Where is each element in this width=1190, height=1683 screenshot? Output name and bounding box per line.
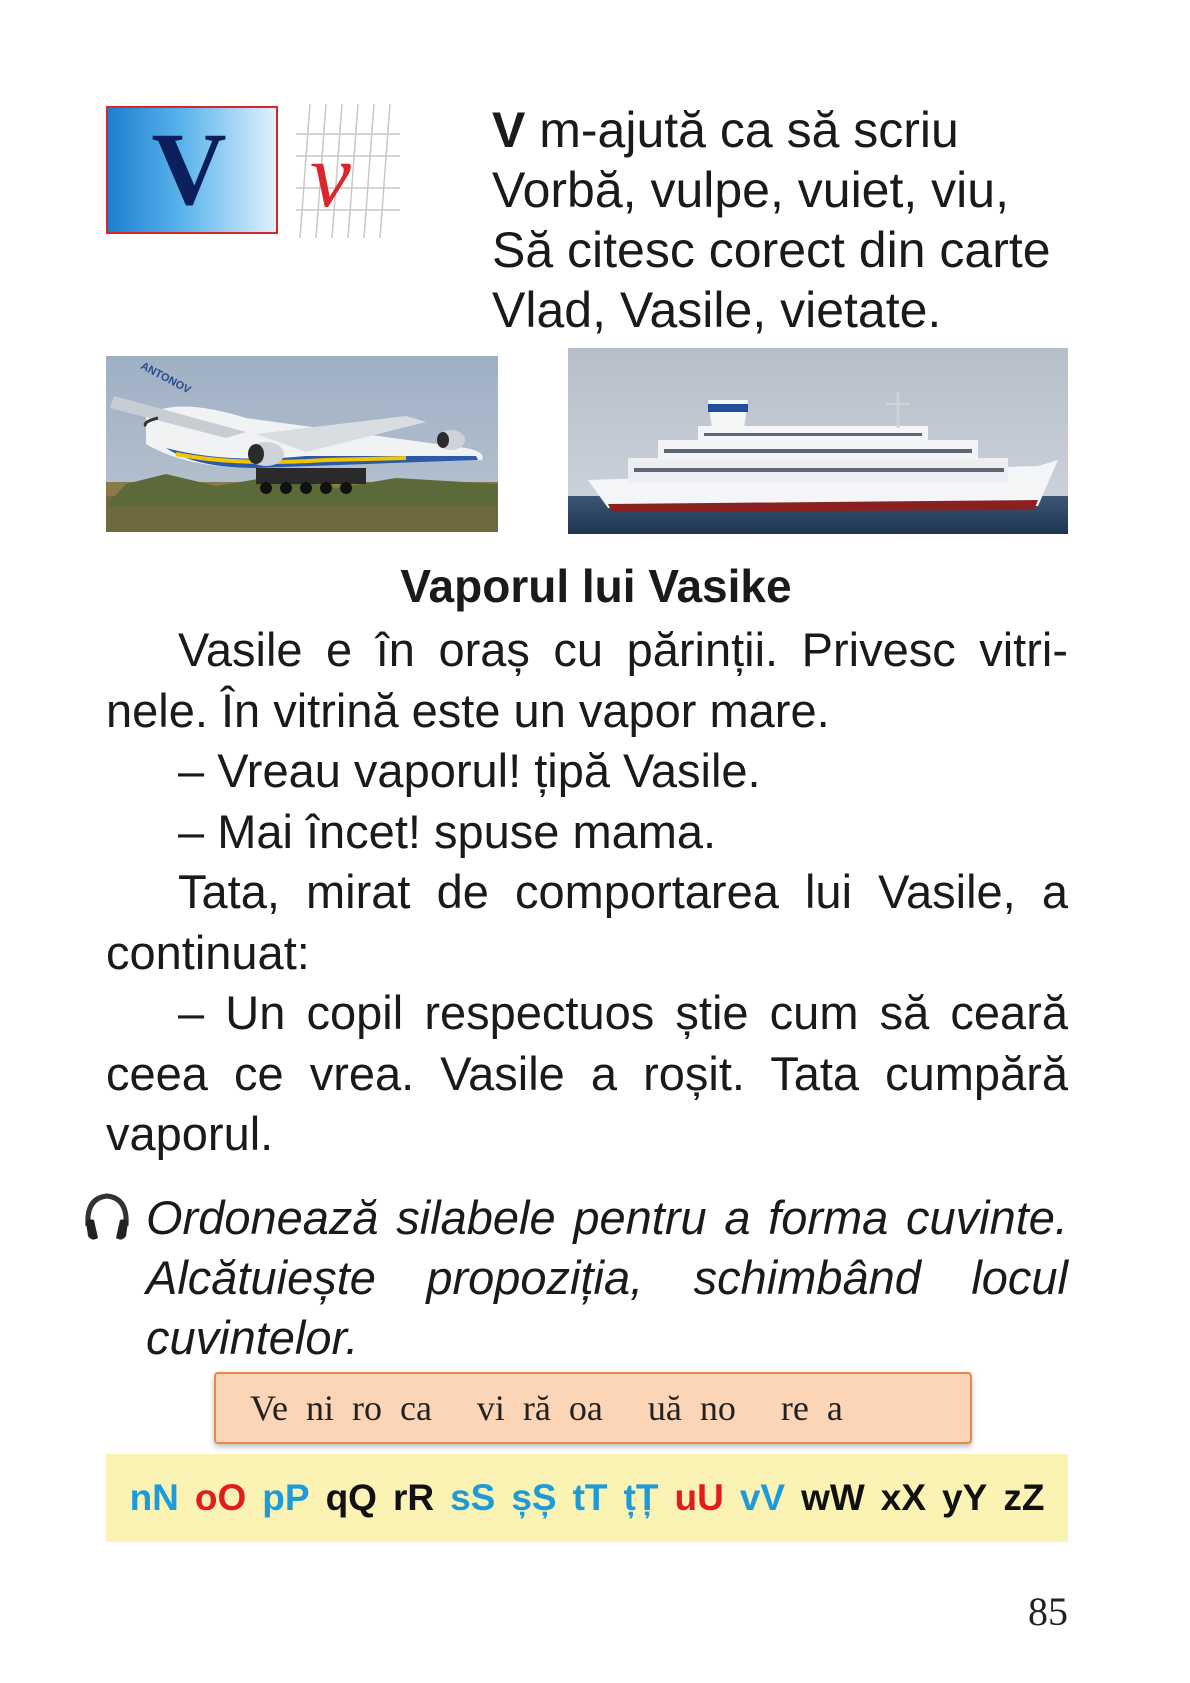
alphabet-letter-pair: vV — [739, 1477, 786, 1518]
print-letter: V — [151, 112, 227, 227]
alphabet-letter-pair: rR — [392, 1477, 435, 1518]
story-dialogue-2: – Mai încet! spuse mama. — [178, 804, 717, 858]
alphabet-letter-pair: qQ — [325, 1477, 377, 1518]
story-paragraph-1: Vasile e în oraș cu părinții. Privesc vitrinele. În vitrină este un vapor mare. — [106, 623, 1068, 737]
script-letter: v — [310, 124, 351, 226]
poem-line-3: Să citesc corect din carte — [492, 222, 1051, 278]
poem-line-1-text: m-ajută ca să scriu — [525, 102, 959, 158]
poem-lead-letter: V — [492, 102, 526, 158]
alphabet-letter-pair: pP — [262, 1477, 310, 1518]
alphabet-letter-pair: oO — [194, 1477, 247, 1518]
airplane-photo — [106, 356, 498, 532]
alphabet-letter-pair: sS — [450, 1477, 496, 1518]
letter-card — [106, 106, 278, 234]
exercise-instruction: Ordonează silabele pentru a forma cuvinte. Alcătuiește propoziția, schimbând locul cuvintelor. — [146, 1191, 1068, 1364]
page-number: 85 — [1028, 1589, 1068, 1634]
alphabet-letter-pair: țȚ — [623, 1477, 659, 1518]
poem-line-1 — [492, 100, 1092, 160]
alphabet-letter-pair: șȘ — [511, 1477, 557, 1518]
alphabet-strip — [106, 1454, 1068, 1542]
alphabet-letter-pair: wW — [801, 1477, 865, 1518]
poem-line-2: Vorbă, vulpe, vuiet, viu, — [492, 162, 1009, 218]
handwriting-grid — [296, 104, 400, 238]
poem-line-4: Vlad, Vasile, vietate. — [492, 282, 942, 338]
story-dialogue-3: – Un copil respectuos știe cum să ceară ceea ce vrea. Vasile a roșit. Tata cumpără vaporul. — [106, 986, 1068, 1160]
alphabet-letter-pair: xX — [880, 1477, 927, 1518]
story-title: Vaporul lui Vasike — [400, 560, 792, 612]
story-dialogue-1: – Vreau vaporul! țipă Vasile. — [178, 744, 761, 797]
poem — [492, 100, 1092, 340]
alphabet-letter-pair: nN — [129, 1477, 179, 1518]
story-body — [106, 620, 1068, 1165]
alphabet-letter-pair: uU — [674, 1477, 724, 1518]
story-paragraph-2: Tata, mirat de comportarea lui Vasile, a continuat: — [106, 865, 1068, 979]
airplane-label: ANTONOV — [138, 360, 193, 397]
headphones-icon — [82, 1190, 132, 1246]
alphabet-letter-pair: zZ — [1003, 1477, 1045, 1518]
alphabet-letter-pair: tT — [572, 1477, 608, 1518]
ship-photo — [568, 348, 1068, 534]
alphabet-letter-pair: yY — [942, 1477, 988, 1518]
syllables-box: Ve ni ro ca vi ră oa uă no re a — [214, 1372, 972, 1444]
